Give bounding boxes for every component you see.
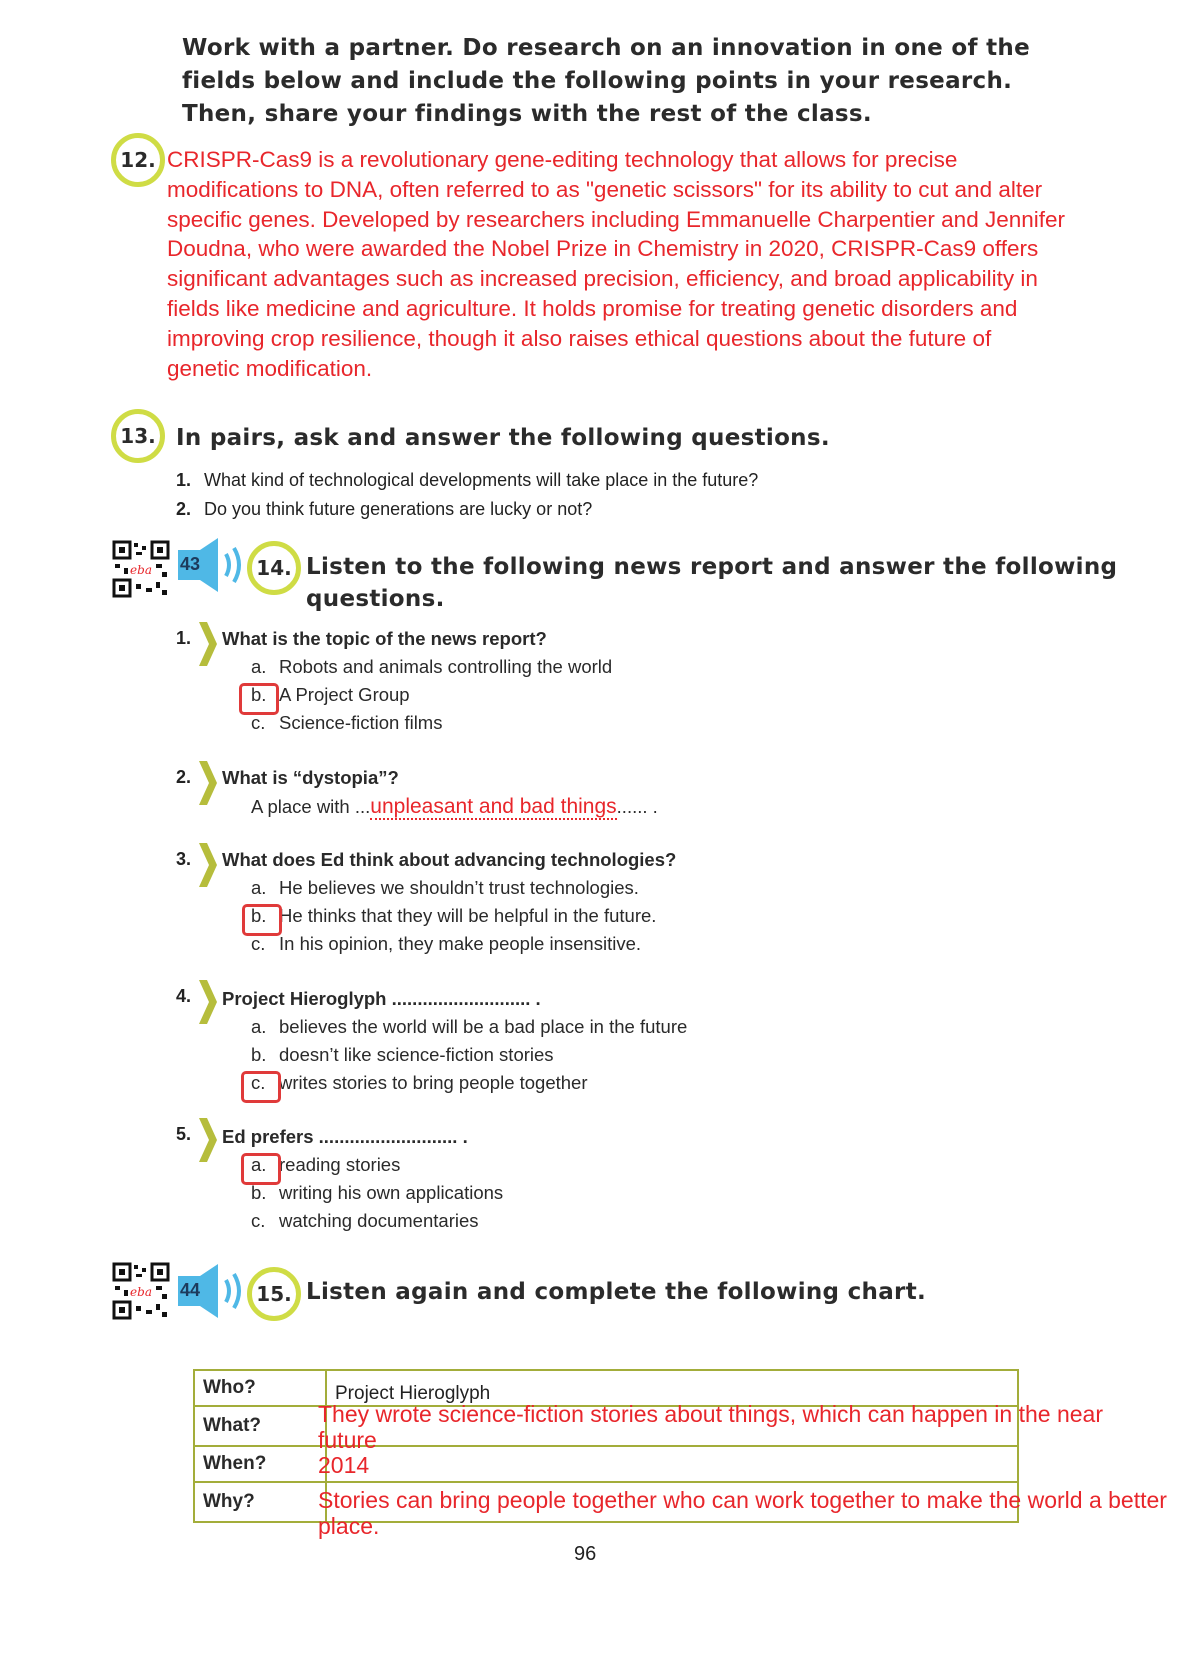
exercise-14-number: 14. bbox=[247, 541, 301, 595]
option-a[interactable]: a. reading stories bbox=[251, 1154, 401, 1175]
question-text: What is “dystopia”? bbox=[222, 767, 399, 788]
audio-track-number: 43 bbox=[180, 554, 201, 574]
chart-answer-what: They wrote science-fiction stories about things, which can happen in the near future bbox=[318, 1401, 1103, 1453]
option-c[interactable]: c. In his opinion, they make people insensitive. bbox=[251, 933, 641, 954]
exercise-14-title: Listen to the following news report and answer the following bbox=[306, 554, 1118, 580]
exercise-13-question: 2. Do you think future generations are lucky or not? bbox=[176, 499, 593, 519]
question-number: 1. bbox=[176, 628, 192, 648]
exercise-14-title-cont: questions. bbox=[306, 586, 445, 612]
selected-answer-mark bbox=[241, 1071, 281, 1103]
exercise-13-question: 1. What kind of technological developments will take place in the future? bbox=[176, 470, 759, 490]
option-b[interactable]: b. He thinks that they will be helpful in the future. bbox=[251, 905, 657, 926]
option-c[interactable]: c. watching documentaries bbox=[251, 1210, 479, 1231]
chart-answer-when: 2014 bbox=[318, 1452, 370, 1478]
qr-code-icon[interactable] bbox=[112, 1262, 170, 1320]
exercise-15-title: Listen again and complete the following chart. bbox=[306, 1279, 927, 1305]
exercise-12-answer: CRISPR-Cas9 is a revolutionary gene-editing technology that allows for precise modifications to DNA, often referred to as "genetic scissors" for its ability to cut and alter specific genes. Developed by researchers including Emmanuelle Charpentier and Jennifer Doudna, who were awarded the Nobel Prize in Chemistry in 2020, CRISPR-Cas9 offers significant advantages such as increased precision, efficiency, and broad applicability in fields like medicine and agriculture. It holds promise for treating genetic disorders and improving crop resilience, though it also raises ethical questions about the future of genetic modification. bbox=[167, 147, 1066, 381]
selected-answer-mark bbox=[241, 1153, 281, 1185]
chevron-right-icon bbox=[199, 843, 217, 887]
exercise-12-number: 12. bbox=[111, 133, 165, 187]
question-text: What does Ed think about advancing technologies? bbox=[222, 849, 677, 870]
option-b[interactable]: b. A Project Group bbox=[251, 684, 410, 705]
chevron-right-icon bbox=[199, 980, 217, 1024]
intro-instructions: Work with a partner. Do research on an innovation in one of the fields below and include the following points in your research. Then, share your findings with the rest of the class. bbox=[182, 35, 1030, 127]
option-b[interactable]: b. writing his own applications bbox=[251, 1182, 504, 1203]
chevron-right-icon bbox=[199, 761, 217, 805]
qr-code-icon[interactable] bbox=[112, 540, 170, 598]
option-b[interactable]: b. doesn’t like science-fiction stories bbox=[251, 1044, 554, 1065]
chart-label: Why? bbox=[194, 1482, 326, 1522]
question-text: What is the topic of the news report? bbox=[222, 628, 547, 649]
exercise-13-number: 13. bbox=[111, 409, 165, 463]
svg-text:eba: eba bbox=[130, 563, 152, 577]
fill-in-blank[interactable]: A place with ...unpleasant and bad things...... . bbox=[251, 795, 658, 818]
question-number: 4. bbox=[176, 986, 192, 1006]
selected-answer-mark bbox=[242, 904, 282, 936]
question-number: 5. bbox=[176, 1124, 192, 1144]
question-number: 3. bbox=[176, 849, 192, 869]
option-a[interactable]: a. He believes we shouldn’t trust technologies. bbox=[251, 877, 639, 898]
option-c[interactable]: c. Science-fiction films bbox=[251, 712, 443, 733]
chart-label: What? bbox=[194, 1406, 326, 1446]
chart-label: When? bbox=[194, 1446, 326, 1482]
question-number: 2. bbox=[176, 767, 192, 787]
exercise-13-question-list bbox=[176, 466, 758, 524]
chevron-right-icon bbox=[199, 1118, 217, 1162]
option-c[interactable]: c. writes stories to bring people together bbox=[251, 1072, 588, 1093]
selected-answer-mark bbox=[239, 683, 279, 715]
fill-in-answer: unpleasant and bad things bbox=[370, 795, 617, 818]
chart-answer-why: Stories can bring people together who can work together to make the world a better place. bbox=[318, 1487, 1167, 1539]
question-text: Project Hieroglyph ........................... . bbox=[222, 988, 541, 1009]
page-number: 96 bbox=[574, 1543, 597, 1565]
chart-value[interactable]: Project Hieroglyph bbox=[326, 1370, 1018, 1406]
chevron-right-icon bbox=[199, 622, 217, 666]
chart-label: Who? bbox=[194, 1370, 326, 1406]
audio-track-number: 44 bbox=[180, 1280, 201, 1300]
option-a[interactable]: a. Robots and animals controlling the world bbox=[251, 656, 613, 677]
svg-text:eba: eba bbox=[130, 1285, 152, 1299]
exercise-13-title: In pairs, ask and answer the following questions. bbox=[176, 425, 830, 451]
question-text: Ed prefers ........................... . bbox=[222, 1126, 468, 1147]
option-a[interactable]: a. believes the world will be a bad place in the future bbox=[251, 1016, 688, 1037]
exercise-15-number: 15. bbox=[247, 1267, 301, 1321]
